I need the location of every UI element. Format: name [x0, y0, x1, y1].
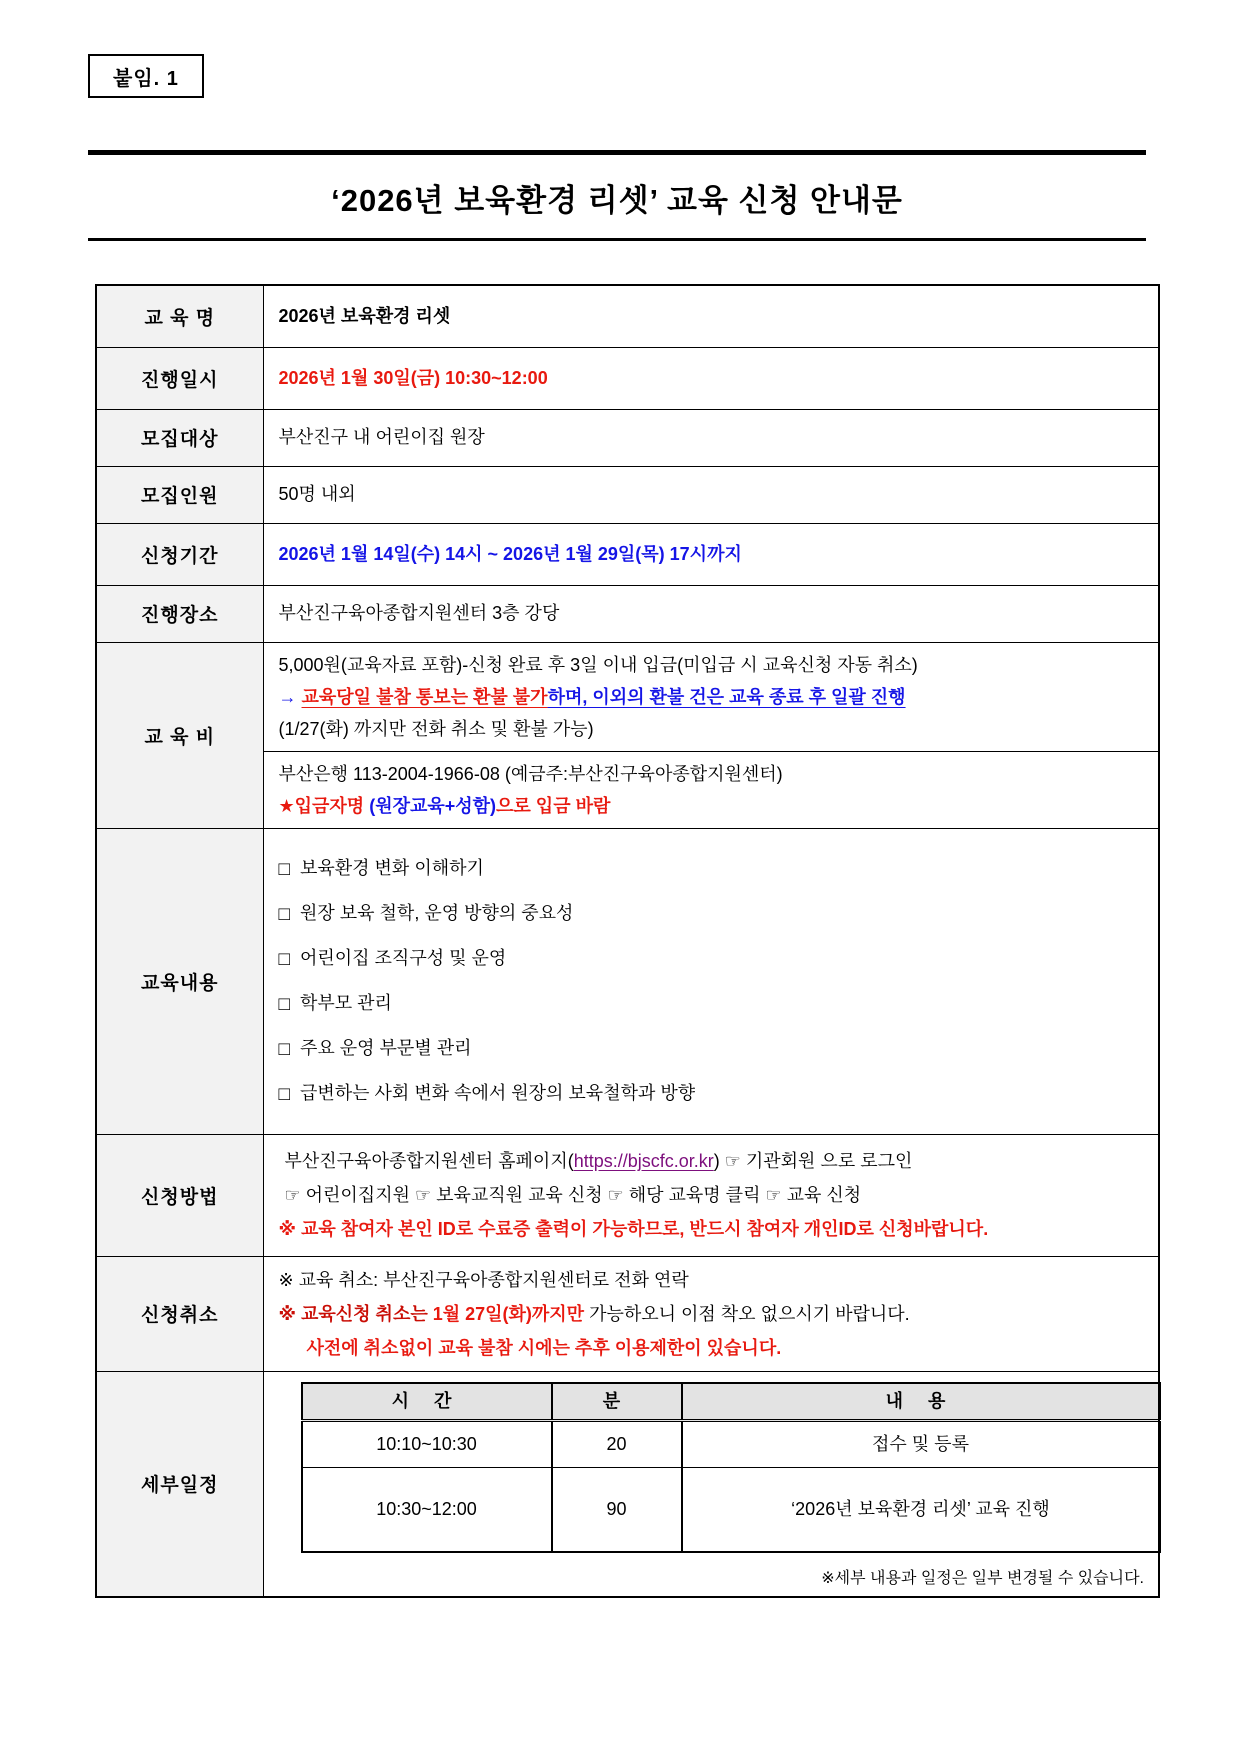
fee-bank-cell — [263, 751, 1159, 828]
content-item — [279, 1026, 1147, 1071]
schedule-time: 10:30~12:00 — [302, 1468, 552, 1552]
row-capacity — [96, 466, 1159, 523]
cancel-line2-black: 가능하오니 이점 착오 없으시기 바랍니다. — [584, 1303, 910, 1324]
cancel-deadline-text: 1월 27일(화)까지만 — [432, 1303, 585, 1324]
row-target — [96, 409, 1159, 466]
target-value: 부산진구 내 어린이집 원장 — [263, 409, 1159, 466]
content-item-text: 원장 보육 철학, 운영 방향의 중요성 — [299, 903, 574, 923]
content-item-text: 보육환경 변화 이해하기 — [299, 858, 484, 878]
deposit-name-note — [279, 790, 1147, 822]
row-cancel — [96, 1256, 1159, 1371]
apply-line1-pre: 부산진구육아종합지원센터 홈페이지( — [284, 1151, 574, 1171]
apply-cell — [263, 1134, 1159, 1256]
attachment-label: 붙임. 1 — [113, 67, 179, 90]
cancel-line3: 사전에 취소없이 교육 불참 시에는 추후 이용제한이 있습니다. — [306, 1337, 782, 1358]
row-label-fee: 교 육 비 — [96, 642, 263, 828]
fee-line2 — [279, 681, 1147, 713]
title-block — [88, 150, 1146, 241]
row-label-edu-name: 교 육 명 — [96, 285, 263, 347]
contents-cell — [263, 828, 1159, 1134]
deposit-tail-text: 으로 입금 바람 — [496, 795, 611, 816]
apply-line1-post: ) ☞ 기관회원 으로 로그인 — [713, 1151, 913, 1171]
row-fee-top — [96, 642, 1159, 751]
row-datetime — [96, 347, 1159, 409]
schedule-time: 10:10~10:30 — [302, 1421, 552, 1468]
row-label-target: 모집대상 — [96, 409, 263, 466]
row-contents — [96, 828, 1159, 1134]
content-item — [279, 936, 1147, 981]
row-label-contents: 교육내용 — [96, 828, 263, 1134]
apply-line2: ☞ 어린이집지원 ☞ 보육교직원 교육 신청 ☞ 해당 교육명 클릭 ☞ 교육 신청 — [284, 1185, 862, 1205]
content-item-text: 어린이집 조직구성 및 운영 — [299, 948, 507, 968]
content-item — [279, 846, 1147, 891]
content-item-text: 학부모 관리 — [299, 993, 392, 1013]
schedule-minutes: 90 — [552, 1468, 682, 1552]
checkbox-icon: □ — [278, 994, 290, 1015]
row-edu-name — [96, 285, 1159, 347]
row-label-datetime: 진행일시 — [96, 347, 263, 409]
row-apply — [96, 1134, 1159, 1256]
schedule-row — [302, 1468, 1160, 1552]
content-item — [279, 891, 1147, 936]
schedule-note: ※세부 내용과 일정은 일부 변경될 수 있습니다. — [821, 1569, 1144, 1587]
row-label-apply: 신청방법 — [96, 1134, 263, 1256]
attachment-label-box — [88, 54, 204, 98]
schedule-table — [301, 1382, 1161, 1553]
fee-no-refund-text: 교육당일 불참 통보는 환불 불가 — [301, 686, 548, 707]
page-title: ‘2026년 보육환경 리셋’ 교육 신청 안내문 — [331, 183, 903, 218]
venue-value: 부산진구육아종합지원센터 3층 강당 — [263, 585, 1159, 642]
checkbox-icon: □ — [278, 949, 290, 970]
schedule-cell — [263, 1371, 1159, 1597]
content-item — [279, 981, 1147, 1026]
info-table — [95, 284, 1160, 1598]
title-rule-bottom — [88, 238, 1146, 241]
checkbox-icon: □ — [278, 1084, 290, 1105]
bank-account-text: 부산은행 113-2004-1966-08 (예금주:부산진구육아종합지원센터) — [278, 763, 783, 784]
cancel-line2-red: ※ 교육신청 취소는 — [278, 1303, 433, 1324]
row-period — [96, 523, 1159, 585]
cancel-cell — [263, 1256, 1159, 1371]
row-label-period: 신청기간 — [96, 523, 263, 585]
schedule-col-content: 내 용 — [682, 1383, 1160, 1421]
schedule-col-minutes: 분 — [552, 1383, 682, 1421]
period-value: 2026년 1월 14일(수) 14시 ~ 2026년 1월 29일(목) 17시까지 — [263, 523, 1159, 585]
content-item — [279, 1071, 1147, 1116]
row-label-schedule: 세부일정 — [96, 1371, 263, 1597]
cancel-line1: ※ 교육 취소: 부산진구육아종합지원센터로 전화 연락 — [278, 1269, 689, 1290]
homepage-link[interactable]: https://bjscfc.or.kr — [573, 1151, 714, 1171]
schedule-col-time: 시 간 — [302, 1383, 552, 1421]
apply-warning-text: ※ 교육 참여자 본인 ID로 수료증 출력이 가능하므로, 반드시 참여자 개인ID로 신청바랍니다. — [278, 1219, 989, 1239]
fee-refund-after-text: 하며, 이외의 환불 건은 교육 종료 후 일괄 진행 — [547, 686, 906, 707]
deposit-format-text: (원장교육+성함) — [369, 795, 497, 816]
capacity-value: 50명 내외 — [263, 466, 1159, 523]
fee-line1: 5,000원(교육자료 포함)-신청 완료 후 3일 이내 입금(미입금 시 교육신청 자동 취소) — [278, 654, 918, 675]
schedule-header-row — [302, 1383, 1160, 1421]
cancel-line2 — [279, 1297, 1147, 1331]
row-venue — [96, 585, 1159, 642]
schedule-content: ‘2026년 보육환경 리셋’ 교육 진행 — [682, 1468, 1160, 1552]
schedule-row — [302, 1421, 1160, 1468]
row-schedule — [96, 1371, 1159, 1597]
schedule-content: 접수 및 등록 — [682, 1421, 1160, 1468]
row-label-venue: 진행장소 — [96, 585, 263, 642]
row-label-cancel: 신청취소 — [96, 1256, 263, 1371]
apply-line1 — [279, 1144, 1147, 1178]
edu-name-value: 2026년 보육환경 리셋 — [263, 285, 1159, 347]
checkbox-icon: □ — [278, 1039, 290, 1060]
arrow-right-icon: → — [278, 686, 302, 707]
fee-details-cell — [263, 642, 1159, 751]
content-item-text: 주요 운영 부문별 관리 — [299, 1038, 472, 1058]
fee-line3: (1/27(화) 까지만 전화 취소 및 환불 가능) — [278, 718, 594, 739]
datetime-value: 2026년 1월 30일(금) 10:30~12:00 — [263, 347, 1159, 409]
checkbox-icon: □ — [278, 859, 290, 880]
row-label-capacity: 모집인원 — [96, 466, 263, 523]
schedule-minutes: 20 — [552, 1421, 682, 1468]
content-item-text: 급변하는 사회 변화 속에서 원장의 보육철학과 방향 — [299, 1083, 696, 1103]
deposit-star-text: ★입금자명 — [278, 795, 370, 816]
checkbox-icon: □ — [278, 904, 290, 925]
